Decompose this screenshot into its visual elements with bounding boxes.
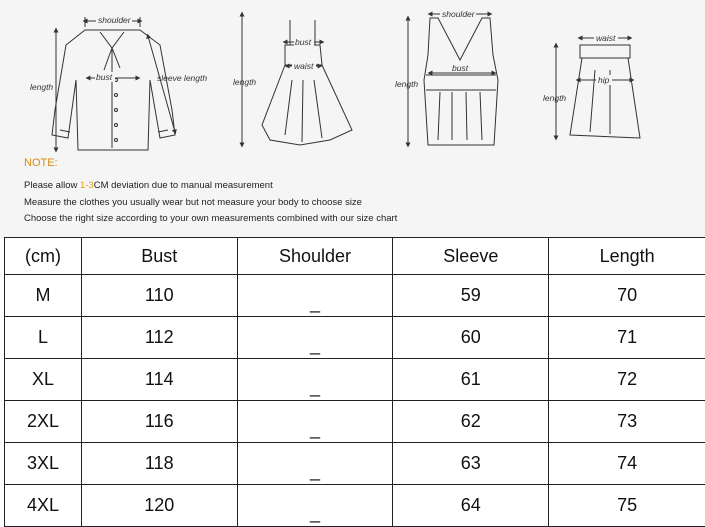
bust-cell: 112 [81,317,237,359]
note-line-3: Choose the right size according to your own measurements combined with our size chart [24,213,397,224]
table-row [5,275,705,317]
bust-cell: 120 [81,485,237,527]
sleeve-cell: 59 [393,275,549,317]
label-hip: hip [598,75,610,85]
label-length: length [30,82,53,92]
size-cell: 3XL [5,443,82,485]
label-length: length [233,77,256,87]
header-length: Length [549,238,705,275]
table-row [5,443,705,485]
length-cell: 70 [549,275,705,317]
note-line-1: Please allow 1-3CM deviation due to manual measurement [24,180,273,191]
sleeve-cell: 62 [393,401,549,443]
camisole-illustration [424,18,498,145]
sleeve-cell: 64 [393,485,549,527]
sleeve-cell: 63 [393,443,549,485]
label-waist: waist [294,61,314,71]
skirt-illustration [570,45,640,138]
note-line-2: Measure the clothes you usually wear but not measure your body to choose size [24,197,362,208]
note-title: NOTE: [24,157,58,169]
blouse-illustration [52,30,175,150]
shoulder-cell: _ [237,275,393,317]
size-chart-table [4,237,705,527]
size-cell: 4XL [5,485,82,527]
table-row [5,401,705,443]
sleeve-cell: 60 [393,317,549,359]
length-cell: 72 [549,359,705,401]
header-bust: Bust [81,238,237,275]
bust-cell: 116 [81,401,237,443]
table-row [5,485,705,527]
shoulder-cell: _ [237,443,393,485]
size-cell: M [5,275,82,317]
header-unit: (cm) [5,238,82,275]
shoulder-cell: _ [237,317,393,359]
length-cell: 75 [549,485,705,527]
length-cell: 74 [549,443,705,485]
label-shoulder: shoulder [442,9,476,19]
label-length: length [395,79,418,89]
size-cell: 2XL [5,401,82,443]
label-bust: bust [452,63,469,73]
table-row [5,317,705,359]
label-waist: waist [596,33,616,43]
header-sleeve: Sleeve [393,238,549,275]
table-row [5,359,705,401]
sleeve-cell: 61 [393,359,549,401]
length-cell: 71 [549,317,705,359]
shoulder-cell: _ [237,359,393,401]
bust-cell: 110 [81,275,237,317]
length-cell: 73 [549,401,705,443]
table-header-row [5,238,705,275]
label-length: length [543,93,566,103]
shoulder-cell: _ [237,401,393,443]
label-sleeve-length: sleeve length [157,73,207,83]
size-cell: L [5,317,82,359]
measurement-guide-panel [0,0,705,238]
header-shoulder: Shoulder [237,238,393,275]
label-bust: bust [96,72,113,82]
label-bust: bust [295,37,312,47]
size-cell: XL [5,359,82,401]
shoulder-cell: _ [237,485,393,527]
bust-cell: 118 [81,443,237,485]
label-shoulder: shoulder [98,15,132,25]
bust-cell: 114 [81,359,237,401]
